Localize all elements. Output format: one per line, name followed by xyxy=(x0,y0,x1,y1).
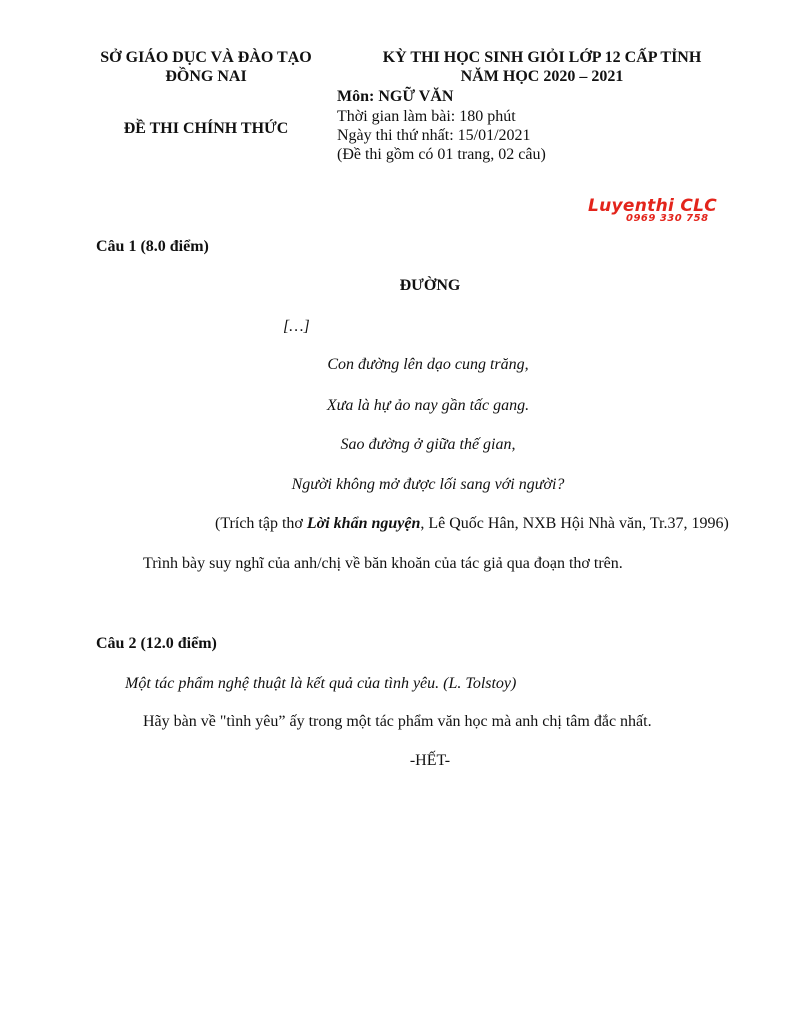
subject-label: Môn: NGỮ VĂN xyxy=(337,88,454,105)
citation-prefix: (Trích tập thơ xyxy=(215,515,307,532)
end-mark: -HẾT- xyxy=(409,752,451,769)
watermark-phone: 0969 330 758 xyxy=(626,213,709,224)
question2-quote: Một tác phẩm nghệ thuật là kết quả của tình yêu. (L. Tolstoy) xyxy=(125,675,517,692)
question1-heading: Câu 1 (8.0 điểm) xyxy=(96,238,209,255)
poem-line: Xưa là hự ảo nay gần tấc gang. xyxy=(326,397,530,414)
official-exam-label: ĐỀ THI CHÍNH THỨC xyxy=(123,120,289,137)
poem-line: Sao đường ở giữa thế gian, xyxy=(340,436,516,453)
question1-prompt: Trình bày suy nghĩ của anh/chị về băn khoăn của tác giả qua đoạn thơ trên. xyxy=(143,555,623,572)
province-name: ĐỒNG NAI xyxy=(165,68,247,85)
watermark-brand: Luyenthi CLC xyxy=(588,196,718,216)
poem-ellipsis: […] xyxy=(283,318,310,335)
page-note-label: (Đề thi gồm có 01 trang, 02 câu) xyxy=(337,146,546,163)
poem-line: Con đường lên dạo cung trăng, xyxy=(327,356,529,373)
citation-work-title: Lời khẩn nguyện xyxy=(306,515,421,532)
poem-title: ĐƯỜNG xyxy=(399,277,461,294)
school-year: NĂM HỌC 2020 – 2021 xyxy=(460,68,624,85)
exam-date-label: Ngày thi thứ nhất: 15/01/2021 xyxy=(337,127,531,144)
poem-citation xyxy=(215,515,729,533)
watermark-logo xyxy=(588,196,738,228)
citation-suffix: , Lê Quốc Hân, NXB Hội Nhà văn, Tr.37, 1996) xyxy=(420,515,729,532)
exam-title: KỲ THI HỌC SINH GIỎI LỚP 12 CẤP TỈNH xyxy=(382,49,702,66)
poem-line: Người không mở được lối sang với người? xyxy=(291,476,565,493)
department-name: SỞ GIÁO DỤC VÀ ĐÀO TẠO xyxy=(100,49,312,66)
duration-label: Thời gian làm bài: 180 phút xyxy=(337,108,516,125)
question2-heading: Câu 2 (12.0 điểm) xyxy=(96,635,217,652)
question2-prompt: Hãy bàn về "tình yêu” ấy trong một tác phẩm văn học mà anh chị tâm đắc nhất. xyxy=(143,713,652,730)
